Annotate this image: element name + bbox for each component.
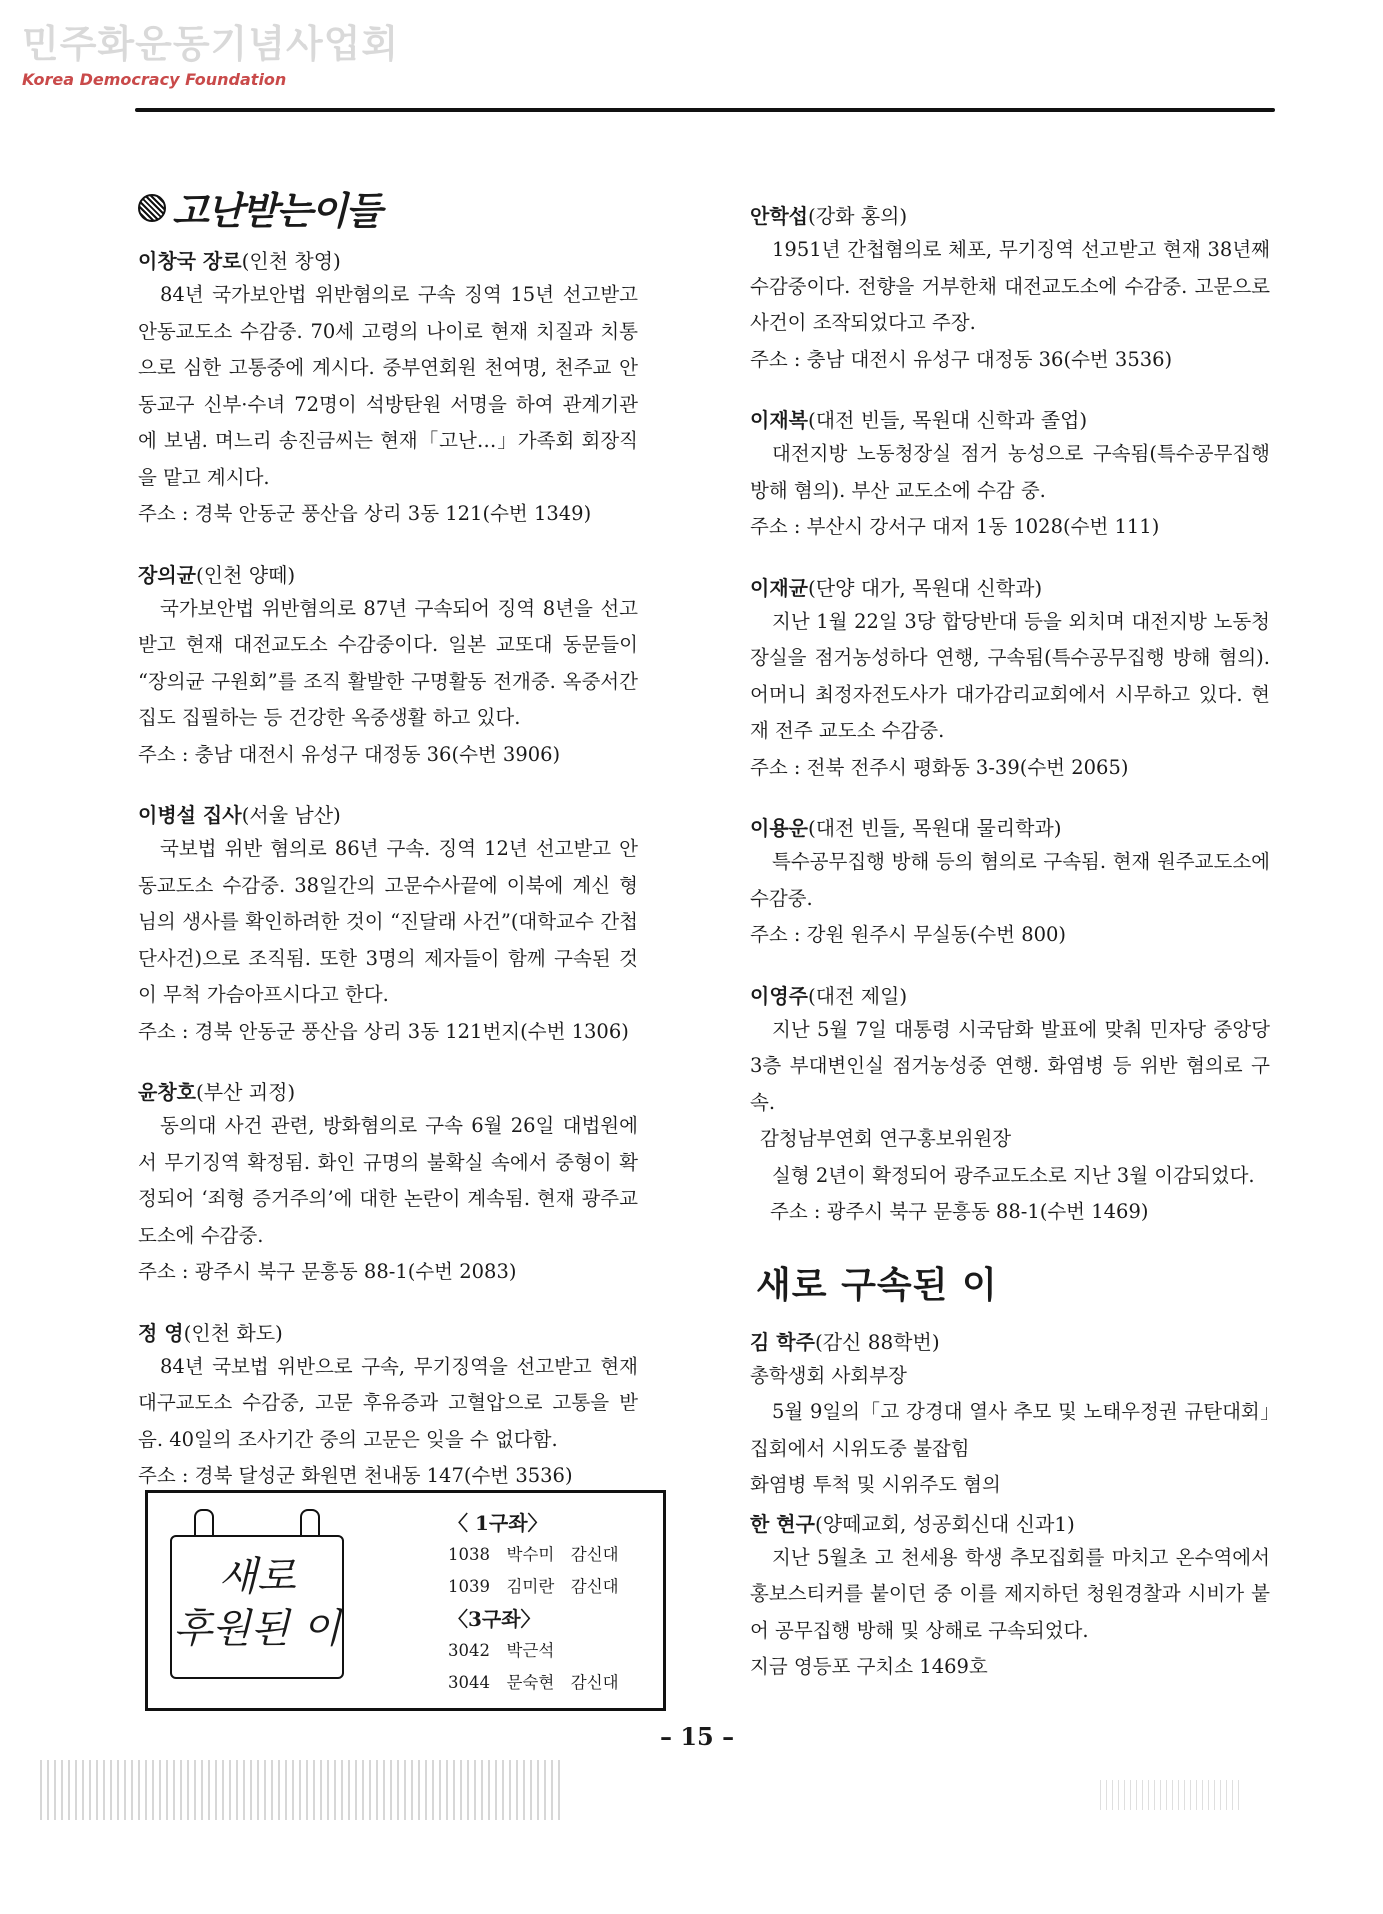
entry-detail: (대전 빈들, 목원대 신학과 졸업)	[807, 408, 1088, 432]
entry-title	[138, 799, 638, 831]
entry-body: 국가보안법 위반혐의로 87년 구속되어 징역 8년을 선고받고 현재 대전교도소 수감중이다. 일본 교또대 동문들이 “장의균 구원회”를 조직 활발한 구명활동 전개중. 옥중서간집도 집필하는 등 건강한 옥중생활 하고 있다.	[138, 596, 638, 729]
entry-detail: (대전 제일)	[807, 983, 908, 1008]
entry-title	[138, 559, 638, 591]
sponsor-list	[448, 1507, 658, 1699]
entry-name: 윤창호	[138, 1080, 196, 1104]
bullet-circle-icon	[138, 194, 166, 222]
prisoner-entry	[750, 572, 1270, 787]
entry-body: 1951년 간첩혐의로 체포, 무기징역 선고받고 현재 38년째 수감중이다. 전향을 거부한채 대전교도소에 수감중. 고문으로 사건이 조작되었다고 주장.	[750, 238, 1270, 334]
entry-body: 특수공무집행 방해 등의 혐의로 구속됨. 현재 원주교도소에 수감중.	[750, 850, 1270, 910]
entry-line: 지난 5월초 고 천세용 학생 추모집회를 마치고 온수역에서 홍보스티커를 붙이던 중 이를 제지하던 청원경찰과 시비가 붙어 공무집행 방해 및 상해로 구속되었다.	[750, 1545, 1270, 1642]
entry-subline: 감청남부연회 연구홍보위원장	[760, 1127, 1012, 1150]
entry-title	[750, 1326, 1270, 1358]
sponsor-row: 3044 문숙현 감신대	[448, 1673, 619, 1692]
entry-address: 주소 : 충남 대전시 유성구 대정동 36(수번 3906)	[138, 742, 561, 766]
prisoner-entry	[138, 559, 638, 774]
entry-address: 주소 : 경북 달성군 화원면 천내동 147(수번 3536)	[138, 1464, 573, 1487]
entry-detail: (부산 괴정)	[195, 1080, 296, 1104]
watermark-korean: 민주화운동기념사업회	[22, 22, 400, 66]
entry-address: 주소 : 광주시 북구 문흥동 88-1(수번 2083)	[138, 1260, 517, 1283]
prisoner-entry	[750, 200, 1270, 378]
top-divider	[135, 108, 1275, 112]
prisoner-entry	[138, 799, 638, 1050]
right-column	[750, 200, 1270, 1712]
entry-title	[138, 1317, 638, 1349]
entry-address: 주소 : 경북 안동군 풍산읍 상리 3동 121(수번 1349)	[138, 502, 592, 525]
prisoner-entry	[750, 980, 1270, 1231]
entry-line: 총학생회 사회부장	[750, 1363, 907, 1387]
entry-address: 주소 : 충남 대전시 유성구 대정동 36(수번 3536)	[750, 347, 1173, 371]
page-number: – 15 –	[660, 1722, 735, 1751]
sponsor-group-label: 〈 1구좌〉	[448, 1511, 548, 1535]
sign-title-line2: 후원된 이	[173, 1606, 341, 1652]
entry-body: 84년 국가보안법 위반혐의로 구속 징역 15년 선고받고 안동교도소 수감중. 70세 고령의 나이로 현재 치질과 치통으로 심한 고통중에 계시다. 중부연회원 천여명, 천주교 안동교구 신부·수녀 72명이 석방탄원 서명을 하여 관계기관에 보냄. 며느리 송진금씨는 현재「고난…」가족회 회장직을 맡고 계시다.	[138, 283, 638, 489]
entry-detail: (인천 양떼)	[195, 562, 296, 587]
entry-detail: (단양 대가, 목원대 신학과)	[807, 575, 1043, 600]
entry-address: 주소 : 경북 안동군 풍산읍 상리 3동 121번지(수번 1306)	[138, 1019, 629, 1043]
entry-body: 국보법 위반 혐의로 86년 구속. 징역 12년 선고받고 안동교도소 수감중. 38일간의 고문수사끝에 이북에 계신 형님의 생사를 확인하려한 것이 “진달래 사건”(대학교수 간첩단사건)으로 조직됨. 또한 3명의 제자들이 함께 구속된 것이 무척 가슴아프시다고 한다.	[138, 837, 638, 1006]
left-column	[138, 190, 638, 1521]
prisoner-entry	[750, 812, 1270, 954]
entry-title	[750, 572, 1270, 604]
entry-address: 주소 : 광주시 북구 문흥동 88-1(수번 1469)	[770, 1200, 1149, 1223]
sponsor-row: 1039 김미란 감신대	[448, 1577, 619, 1596]
entry-address: 주소 : 부산시 강서구 대저 1동 1028(수번 111)	[750, 515, 1160, 538]
entry-line: 화염병 투척 및 시위주도 혐의	[750, 1473, 1001, 1496]
entry-body: 지난 5월 7일 대통령 시국담화 발표에 맞춰 민자당 중앙당 3층 부대변인실 점거농성중 연행. 화염병 등 위반 혐의로 구속.	[750, 1017, 1270, 1114]
new-arrests-heading: 새로 구속된 이	[756, 1264, 998, 1306]
entry-title	[750, 812, 1270, 844]
entry-line: 5월 9일의「고 강경대 열사 추모 및 노태우정권 규탄대회」집회에서 시위도중 불잡힘	[750, 1400, 1270, 1460]
prisoner-entry	[138, 245, 638, 533]
entry-body-continued: 실형 2년이 확정되어 광주교도소로 지난 3월 이감되었다.	[772, 1163, 1255, 1187]
sponsor-row: 3042 박근석	[448, 1641, 555, 1660]
entry-body: 동의대 사건 관련, 방화혐의로 구속 6월 26일 대법원에서 무기징역 확정됨. 화인 규명의 불확실 속에서 중형이 확정되어 ‘죄형 증거주의’에 대한 논란이 계속됨. 현재 광주교도소에 수감중.	[138, 1114, 638, 1247]
sponsor-group-label: 〈3구좌〉	[448, 1607, 541, 1631]
entry-detail: (인천 화도)	[183, 1320, 283, 1345]
entry-detail: (인천 창영)	[241, 249, 341, 273]
hanging-sign	[170, 1535, 344, 1679]
entry-name: 이창국 장로	[138, 249, 242, 273]
entry-name: 안학섭	[750, 204, 808, 228]
new-arrest-entry	[750, 1508, 1270, 1686]
entry-title	[750, 404, 1270, 436]
entry-title	[138, 245, 638, 277]
entry-detail: (대전 빈들, 목원대 물리학과)	[807, 816, 1062, 840]
entry-detail: (양떼교회, 성공회신대 신과1)	[814, 1511, 1075, 1536]
entry-body: 84년 국보법 위반으로 구속, 무기징역을 선고받고 현재 대구교도소 수감중, 고문 후유증과 고혈압으로 고통을 받음. 40일의 조사기간 중의 고문은 잊을 수 없다함.	[138, 1354, 638, 1451]
sponsor-row: 1038 박수미 감신대	[448, 1545, 619, 1564]
scan-noise	[40, 1760, 560, 1820]
entry-body: 대전지방 노동청장실 점거 농성으로 구속됨(특수공무집행 방해 혐의). 부산 교도소에 수감 중.	[750, 442, 1270, 502]
entry-name: 이재균	[750, 575, 808, 600]
entry-title	[138, 1076, 638, 1108]
hanging-sign-text	[172, 1551, 342, 1655]
entry-name: 장의균	[138, 562, 196, 587]
prisoner-entry	[750, 404, 1270, 546]
entry-title	[750, 980, 1270, 1012]
prisoner-entry	[138, 1317, 638, 1495]
prisoner-entry	[138, 1076, 638, 1291]
entry-detail: (강화 홍의)	[807, 204, 908, 228]
entry-line: 지금 영등포 구치소 1469호	[750, 1655, 988, 1678]
entry-name: 이재복	[750, 408, 808, 432]
section-heading-text: 고난받는이들	[172, 189, 381, 233]
sign-title-line1: 새로	[218, 1554, 296, 1600]
entry-name: 한 현구	[750, 1511, 815, 1536]
entry-name: 이영주	[750, 983, 808, 1008]
new-arrest-entry	[750, 1326, 1270, 1504]
entry-detail: (서울 남산)	[241, 803, 341, 827]
entry-name: 김 학주	[750, 1329, 815, 1354]
scan-noise	[1100, 1780, 1240, 1810]
entry-name: 이병설 집사	[138, 803, 242, 827]
entry-address: 주소 : 전북 전주시 평화동 3-39(수번 2065)	[750, 755, 1129, 779]
entry-title	[750, 200, 1270, 232]
watermark-english: Korea Democracy Foundation	[22, 70, 287, 89]
entry-name: 이용운	[750, 816, 808, 840]
entry-body: 지난 1월 22일 3당 합당반대 등을 외치며 대전지방 노동청장실을 점거농성하다 연행, 구속됨(특수공무집행 방해 혐의). 어머니 최정자전도사가 대가감리교회에서 시무하고 있다. 현재 전주 교도소 수감중.	[750, 609, 1270, 742]
entry-title	[750, 1508, 1270, 1540]
entry-address: 주소 : 강원 원주시 무실동(수번 800)	[750, 923, 1067, 946]
section-heading	[138, 180, 638, 235]
new-sponsors-box	[145, 1490, 666, 1711]
foundation-watermark	[22, 22, 399, 90]
entry-detail: (감신 88학번)	[814, 1329, 940, 1354]
entry-name: 정 영	[138, 1320, 184, 1345]
